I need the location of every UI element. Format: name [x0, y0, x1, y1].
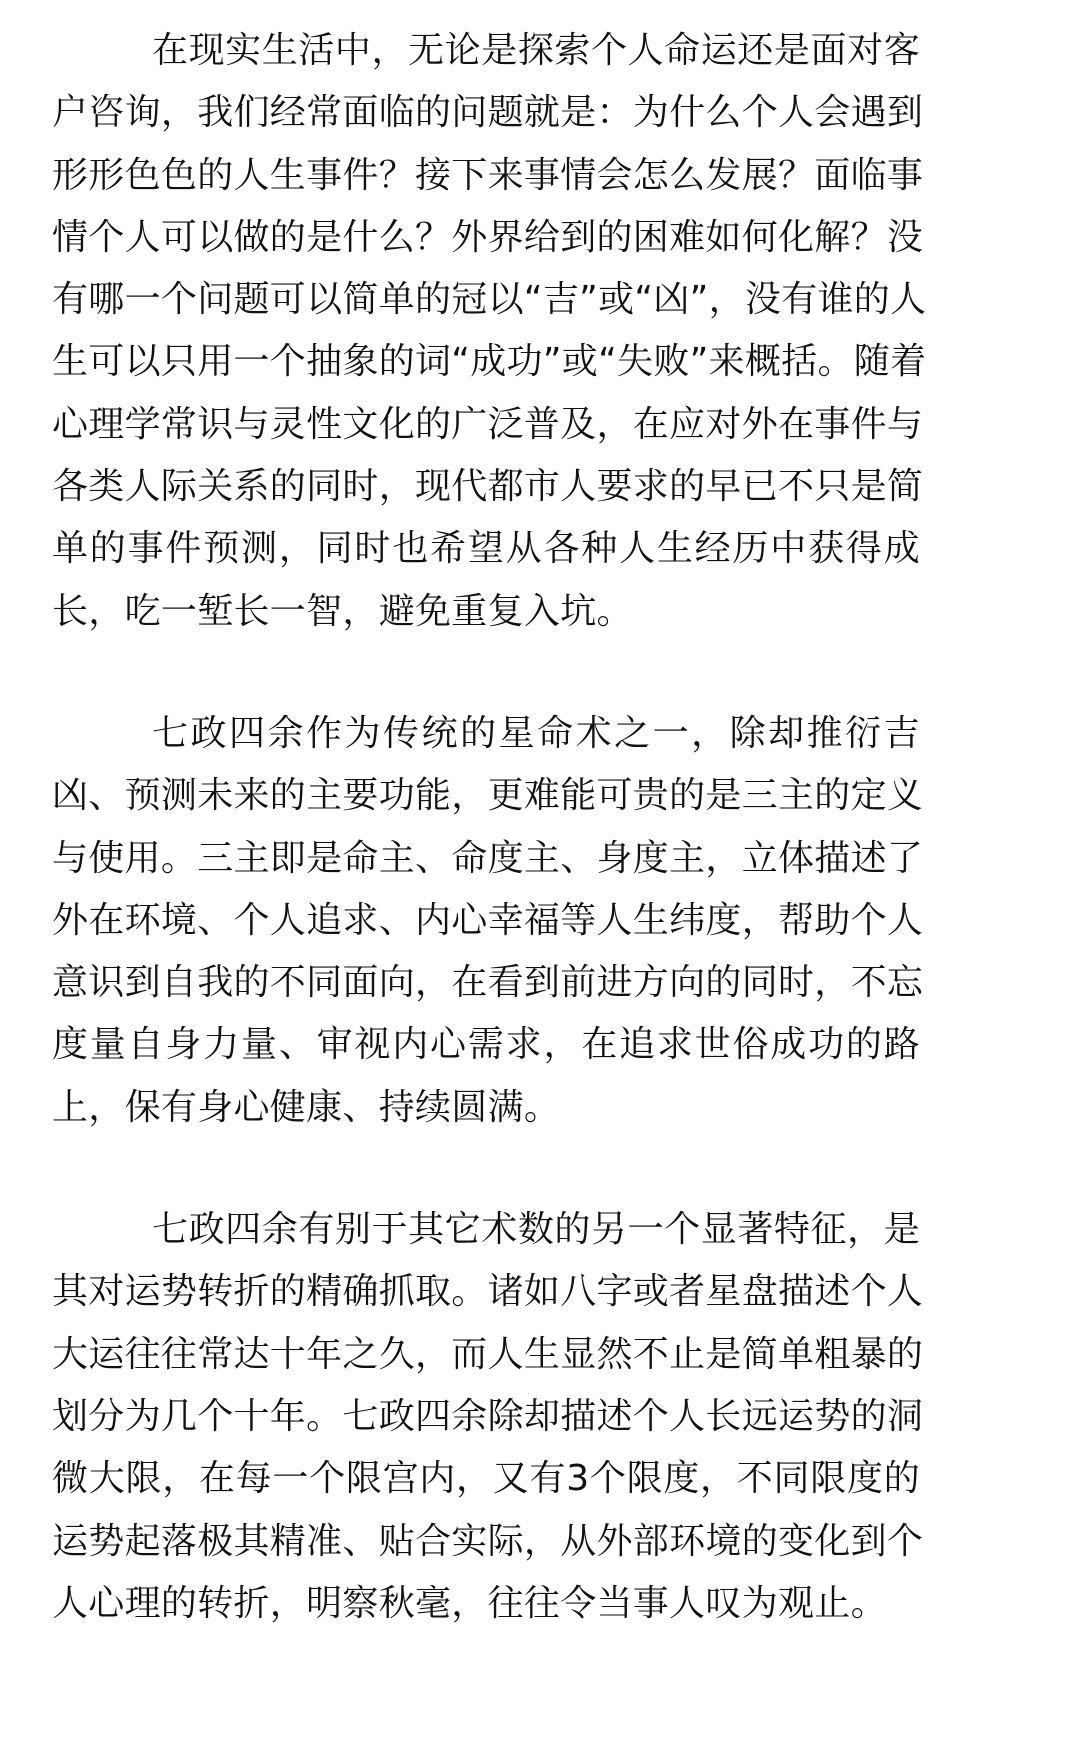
paragraph-line: 划分为几个十年。七政四余除却描述个人长远运势的洞	[52, 1395, 924, 1437]
article-body	[52, 20, 927, 1635]
paragraph-line: 其对运势转折的精确抓取。诸如八字或者星盘描述个人	[52, 1271, 924, 1313]
paragraph-spacer	[52, 1139, 920, 1199]
paragraph-1	[52, 20, 927, 643]
paragraph-line: 心理学常识与灵性文化的广泛普及，在应对外在事件与	[52, 403, 924, 445]
paragraph-line: 大运往往常达十年之久，而人生显然不止是简单粗暴的	[52, 1333, 924, 1375]
paragraph-line: 运势起落极其精准、贴合实际，从外部环境的变化到个	[52, 1520, 924, 1562]
paragraph-line: 有哪一个问题可以简单的冠以“吉”或“凶”，没有谁的人	[52, 279, 927, 321]
paragraph-2	[52, 703, 924, 1139]
paragraph-line: 形形色色的人生事件？接下来事情会怎么发展？面临事	[52, 154, 924, 196]
paragraph-3	[52, 1199, 924, 1635]
paragraph-line: 各类人际关系的同时，现代都市人要求的早已不只是简	[52, 466, 924, 508]
paragraph-line: 外在环境、个人追求、内心幸福等人生纬度，帮助个人	[52, 899, 924, 941]
paragraph-line: 生可以只用一个抽象的词“成功”或“失败”来概括。随着	[52, 341, 927, 383]
paragraph-line: 户咨询，我们经常面临的问题就是：为什么个人会遇到	[52, 92, 924, 134]
paragraph-line: 长，吃一堑长一智，避免重复入坑。	[52, 590, 633, 632]
paragraph-line: 人心理的转折，明察秋毫，往往令当事人叹为观止。	[52, 1582, 887, 1624]
paragraph-spacer	[52, 643, 920, 703]
paragraph-line: 意识到自我的不同面向，在看到前进方向的同时，不忘	[52, 962, 924, 1004]
paragraph-line: 单的事件预测，同时也希望从各种人生经历中获得成	[52, 528, 920, 570]
paragraph-line: 七政四余作为传统的星命术之一，除却推衍吉	[152, 712, 920, 754]
paragraph-line: 情个人可以做的是什么？外界给到的困难如何化解？没	[52, 216, 924, 258]
paragraph-line: 上，保有身心健康、持续圆满。	[52, 1086, 561, 1128]
paragraph-line: 凶、预测未来的主要功能，更难能可贵的是三主的定义	[52, 775, 924, 817]
paragraph-line: 与使用。三主即是命主、命度主、身度主，立体描述了	[52, 837, 924, 879]
paragraph-line: 度量自身力量、审视内心需求，在追求世俗成功的路	[52, 1024, 920, 1066]
paragraph-line: 微大限，在每一个限宫内，又有3个限度，不同限度的	[52, 1458, 920, 1500]
paragraph-line: 七政四余有别于其它术数的另一个显著特征，是	[152, 1209, 920, 1251]
paragraph-line: 在现实生活中，无论是探索个人命运还是面对客	[152, 30, 920, 71]
